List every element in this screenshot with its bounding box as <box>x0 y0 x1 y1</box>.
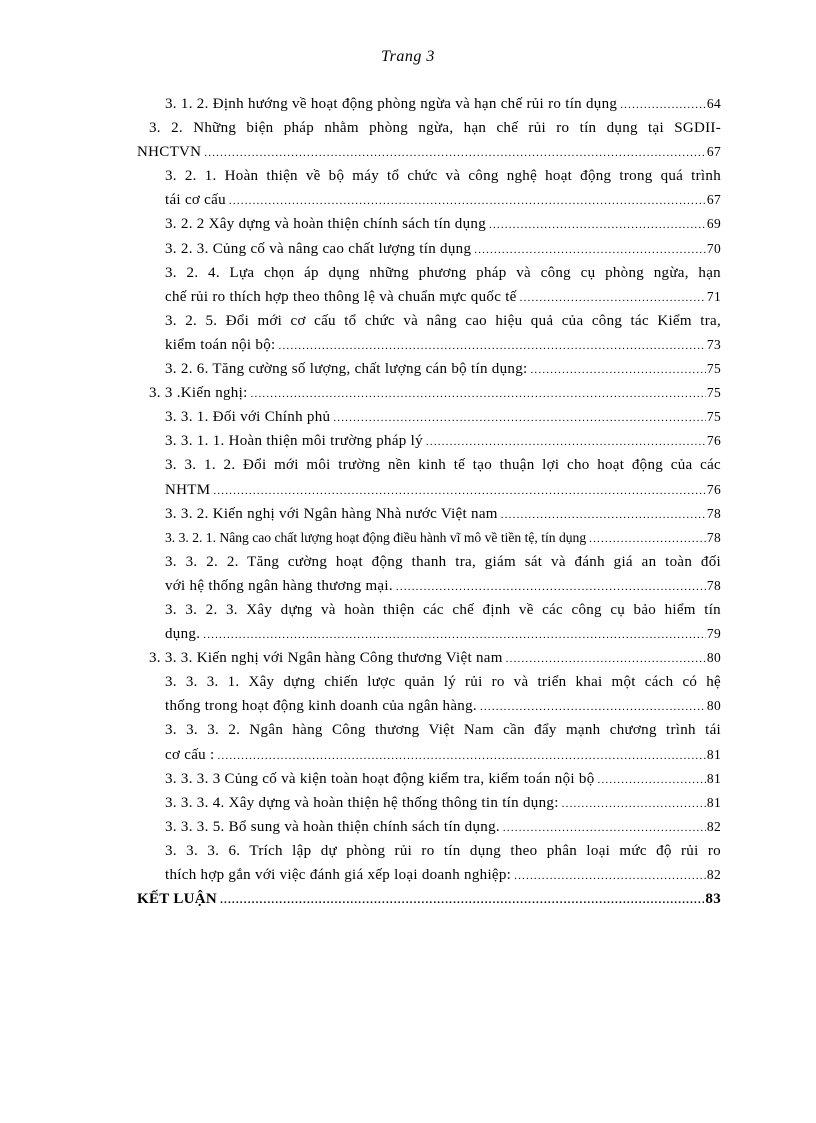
toc-page-number: 67 <box>706 144 721 160</box>
toc-entry-text: 3. 3. 3. 4. Xây dựng và hoàn thiện hệ thống thông tin tín dụng: <box>165 794 559 811</box>
toc-page-number: 80 <box>706 650 721 666</box>
toc-entry-text: 3. 3 .Kiến nghị: <box>149 385 248 402</box>
dot-leader <box>229 189 706 212</box>
dot-leader <box>474 238 706 261</box>
dot-leader <box>213 479 706 502</box>
toc-entry-3-3-3-2-cont[interactable] <box>137 743 721 767</box>
toc-entry-text: 3. 3. 3. 5. Bổ sung và hoàn thiện chính sách tín dụng. <box>165 818 500 835</box>
toc-entry-3-3-1-1[interactable] <box>137 429 721 453</box>
toc-entry-text: kiểm toán nội bộ: <box>165 336 276 353</box>
toc-entry-ket-luan[interactable] <box>137 887 721 911</box>
toc-entry-text: 3. 2. 1. Hoàn thiện về bộ máy tổ chức và công nghệ hoạt động trong quá trình <box>165 168 721 185</box>
toc-page-number: 81 <box>706 770 721 786</box>
dot-leader <box>562 792 706 815</box>
toc-page-number: 81 <box>706 794 721 810</box>
dot-leader <box>396 575 706 598</box>
toc-entry-3-3-1[interactable] <box>137 405 721 429</box>
toc-entry-text: 3. 3. 1. Đối với Chính phủ <box>165 409 331 426</box>
toc-page-number: 70 <box>706 240 721 256</box>
toc-entry-text: 3. 3. 1. 2. Đổi mới môi trường nền kinh tế tạo thuận lợi cho hoạt động của các <box>165 457 721 474</box>
toc-entry-text: NHCTVN <box>137 144 202 161</box>
page-number-header: Trang 3 <box>381 48 435 65</box>
toc-entry-3-3-3-2[interactable] <box>137 718 721 742</box>
dot-leader <box>506 647 706 670</box>
toc-entry-3-3-3-3[interactable] <box>137 767 721 791</box>
toc-entry-3-2-1-cont[interactable] <box>137 188 721 212</box>
dot-leader <box>220 888 704 911</box>
toc-entry-3-3-3-1[interactable] <box>137 670 721 694</box>
toc-entry-3-3-2-3[interactable] <box>137 598 721 622</box>
toc-entry-text: 3. 3. 3. Kiến nghị với Ngân hàng Công thương Việt nam <box>149 650 503 667</box>
dot-leader <box>204 141 706 164</box>
toc-entry-text: thống trong hoạt động kinh doanh của ngân hàng. <box>165 698 477 715</box>
toc-page-number: 78 <box>706 529 721 545</box>
dot-leader <box>501 503 706 526</box>
toc-entry-text: cơ cấu : <box>165 746 215 763</box>
dot-leader <box>480 695 706 718</box>
toc-entry-text: chế rủi ro thích hợp theo thông lệ và chuẩn mực quốc tế <box>165 288 517 305</box>
dot-leader <box>598 768 706 791</box>
toc-entry-text: dụng. <box>165 626 201 643</box>
toc-page-number: 75 <box>706 361 721 377</box>
toc-entry-text: 3. 3. 2. Kiến nghị với Ngân hàng Nhà nước Việt nam <box>165 505 498 522</box>
dot-leader <box>530 358 705 381</box>
dot-leader <box>589 527 706 550</box>
toc-page-number: 71 <box>706 288 721 304</box>
dot-leader <box>217 744 705 767</box>
toc-page-number: 78 <box>706 577 721 593</box>
toc-entry-3-3-3-6[interactable] <box>137 839 721 863</box>
toc-entry-3-2-4[interactable] <box>137 261 721 285</box>
toc-entry-3-3-3-1-cont[interactable] <box>137 694 721 718</box>
toc-entry-3-3-2[interactable] <box>137 502 721 526</box>
toc-entry-3-1-2[interactable] <box>137 92 721 116</box>
toc-entry-text: 3. 3. 2. 1. Nâng cao chất lượng hoạt động điều hành vĩ mô về tiền tệ, tín dụng <box>165 529 587 545</box>
dot-leader <box>251 382 706 405</box>
toc-entry-3-3-2-1[interactable] <box>137 526 721 550</box>
toc-entry-text: thích hợp gắn với việc đánh giá xếp loại doanh nghiệp: <box>165 867 512 883</box>
toc-entry-text: 3. 2. 4. Lựa chọn áp dụng những phương pháp và công cụ phòng ngừa, hạn <box>165 264 721 281</box>
toc-entry-3-2-5-cont[interactable] <box>137 333 721 357</box>
toc-page-number: 73 <box>706 336 721 352</box>
toc-page-number: 81 <box>706 746 721 762</box>
toc-entry-text: 3. 3. 3. 3 Củng cố và kiện toàn hoạt động kiểm tra, kiểm toán nội bộ <box>165 770 595 787</box>
toc-entry-3-2-5[interactable] <box>137 309 721 333</box>
toc-entry-3-2-3[interactable] <box>137 237 721 261</box>
toc-entry-3-3[interactable] <box>137 381 721 405</box>
toc-page-number: 76 <box>706 481 721 497</box>
dot-leader <box>279 334 706 357</box>
toc-entry-3-2-6[interactable] <box>137 357 721 381</box>
toc-entry-3-3-2-3-cont[interactable] <box>137 622 721 646</box>
toc-entry-text: 3. 2. Những biện pháp nhằm phòng ngừa, hạn chế rủi ro tín dụng tại SGDII- <box>149 120 721 137</box>
toc-page-number: 83 <box>705 891 721 908</box>
toc-entry-text: 3. 3. 1. 1. Hoàn thiện môi trường pháp lý <box>165 433 423 450</box>
toc-page-number: 82 <box>706 818 721 834</box>
toc-entry-text: 3. 3. 2. 3. Xây dựng và hoàn thiện các chế định về các công cụ bảo hiểm tín <box>165 601 721 618</box>
toc-entry-3-3-1-2[interactable] <box>137 453 721 477</box>
toc-page-number: 79 <box>706 626 721 642</box>
dot-leader <box>503 816 706 839</box>
toc-entry-text: 3. 1. 2. Định hướng về hoạt động phòng ngừa và hạn chế rủi ro tín dụng <box>165 96 618 112</box>
dot-leader <box>333 406 706 429</box>
toc-entry-text: 3. 2. 2 Xây dựng và hoàn thiện chính sách tín dụng <box>165 216 486 233</box>
toc-page-number: 75 <box>706 409 721 425</box>
toc-page-number: 82 <box>706 867 721 882</box>
toc-entry-text: 3. 2. 5. Đổi mới cơ cấu tổ chức và nâng cao hiệu quả của công tác Kiểm tra, <box>165 312 721 329</box>
toc-entry-3-2-4-cont[interactable] <box>137 285 721 309</box>
toc-entry-text: KẾT LUẬN <box>137 891 218 908</box>
dot-leader <box>620 93 706 116</box>
toc-page-number: 78 <box>706 505 721 521</box>
dot-leader <box>203 623 706 646</box>
toc-entry-text: tái cơ cấu <box>165 192 226 209</box>
toc-entry-text: với hệ thống ngân hàng thương mại. <box>165 577 393 594</box>
dot-leader <box>426 430 706 453</box>
toc-entry-text: NHTM <box>165 481 211 498</box>
toc-entry-text: 3. 3. 3. 6. Trích lập dự phòng rủi ro tín dụng theo phân loại mức độ rủi ro <box>165 842 721 859</box>
toc-entry-3-2-1[interactable] <box>137 164 721 188</box>
toc-page-number: 75 <box>706 385 721 401</box>
toc-entry-3-3-3-4[interactable] <box>137 791 721 815</box>
dot-leader <box>520 286 706 309</box>
toc-entry-3-3-2-2[interactable] <box>137 550 721 574</box>
dot-leader <box>514 864 706 887</box>
toc-entry-3-2-cont[interactable] <box>137 140 721 164</box>
table-of-contents <box>137 92 721 911</box>
toc-page-number: 67 <box>706 192 721 208</box>
dot-leader <box>489 213 706 236</box>
toc-entry-3-3-3[interactable] <box>137 646 721 670</box>
toc-entry-3-2-2[interactable] <box>137 212 721 236</box>
toc-entry-3-3-1-2-cont[interactable] <box>137 478 721 502</box>
toc-page-number: 76 <box>706 433 721 449</box>
toc-entry-3-3-3-5[interactable] <box>137 815 721 839</box>
toc-page-number: 64 <box>706 96 721 111</box>
toc-entry-3-2[interactable] <box>137 116 721 140</box>
toc-entry-text: 3. 3. 3. 2. Ngân hàng Công thương Việt Nam cần đẩy mạnh chương trình tái <box>165 722 721 739</box>
toc-entry-text: 3. 3. 2. 2. Tăng cường hoạt động thanh tra, giám sát và đánh giá an toàn đối <box>165 553 721 570</box>
toc-entry-text: 3. 2. 3. Củng cố và nâng cao chất lượng tín dụng <box>165 240 472 257</box>
toc-page-number: 69 <box>706 216 721 232</box>
toc-page-number: 80 <box>706 698 721 714</box>
toc-entry-text: 3. 3. 3. 1. Xây dựng chiến lược quản lý rủi ro và triển khai một cách có hệ <box>165 674 721 691</box>
toc-entry-3-3-2-2-cont[interactable] <box>137 574 721 598</box>
toc-entry-3-3-3-6-cont[interactable] <box>137 863 721 887</box>
toc-entry-text: 3. 2. 6. Tăng cường số lượng, chất lượng cán bộ tín dụng: <box>165 361 528 378</box>
